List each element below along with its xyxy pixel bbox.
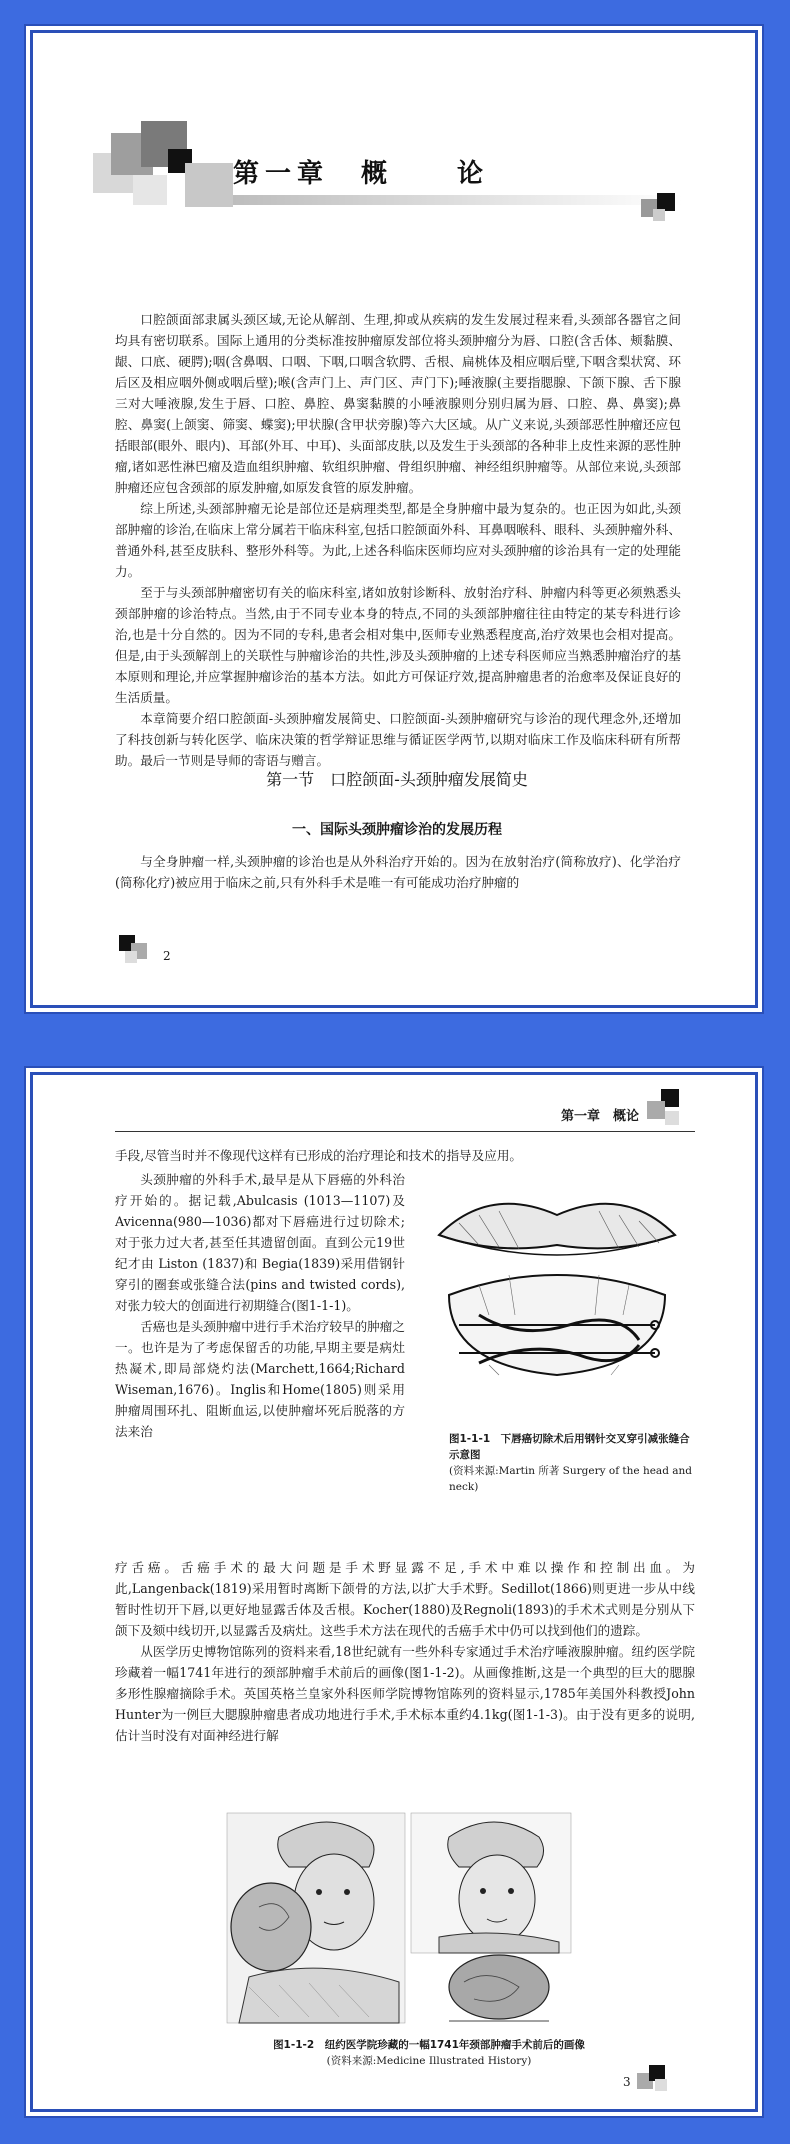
paragraph: 本章简要介绍口腔颌面-头颈肿瘤发展简史、口腔颌面-头颈肿瘤研究与诊治的现代理念外,还增加了科技创新与转化医学、临床决策的哲学辩证思维与循证医学两节,以期对临床工作及临床科研有所帮助。最后一节则是导师的寄语与赠言。 [115, 711, 681, 768]
book-page-left [30, 30, 758, 1008]
pre-surgery-portrait [227, 1813, 405, 2023]
running-head: 第一章 概论 [560, 1109, 639, 1124]
closing-text [115, 851, 681, 893]
book-page-right [30, 1072, 758, 2112]
paragraph: 头颈肿瘤的外科手术,最早是从下唇癌的外科治疗开始的。据记载,Abulcasis (1013—1107)及 Avicenna(980—1036)都对下唇癌进行过切除术;对于张力过大者,甚至任其遗留创面。直到公元19世纪才由 Liston (1837)和 Begia(1839)采用借钢针穿引的圈套或张缝合法(pins and twisted cords),对张力较大的创面进行初期缝合(图1-1-1)。 [115, 1172, 405, 1313]
paragraph: 综上所述,头颈部肿瘤无论是部位还是病理类型,都是全身肿瘤中最为复杂的。也正因为如此,头颈部肿瘤的诊治,在临床上常分属若干临床科室,包括口腔颌面外科、耳鼻咽喉科、眼科、头颈肿瘤外科、普通外科,甚至皮肤科、整形外科等。为此,上述各科临床医师均应对头颈肿瘤的诊治具有一定的处理能力。 [115, 501, 681, 579]
title-decoration-right [633, 193, 693, 233]
paragraph: 从医学历史博物馆陈列的资料来看,18世纪就有一些外科专家通过手术治疗唾液腺肿瘤。纽约医学院珍藏着一幅1741年进行的颈部肿瘤手术前后的画像(图1-1-2)。从画像推断,这是一个典型的巨大的腮腺多形性腺瘤摘除手术。英国英格兰皇家外科医师学院博物馆陈列的资料显示,1785年美国外科教授John Hunter为一例巨大腮腺肿瘤患者成功地进行手术,手术标本重约4.1kg(图1-1-3)。由于没有更多的说明,估计当时没有对面神经进行解 [115, 1644, 695, 1743]
chapter-decoration [93, 113, 243, 213]
full-width-text [115, 1557, 695, 1746]
paragraph: 与全身肿瘤一样,头颈肿瘤的诊治也是从外科治疗开始的。因为在放射治疗(简称放疗)、化学治疗(简称化疗)被应用于临床之前,只有外科手术是唯一有可能成功治疗肿瘤的 [115, 854, 681, 890]
figure-source: (资料来源:Medicine Illustrated History) [326, 2055, 532, 2067]
figure-source: (资料来源:Martin 所著 Surgery of the head and neck) [449, 1465, 692, 1493]
paragraph: 至于与头颈部肿瘤密切有关的临床科室,诸如放射诊断科、放射治疗科、肿瘤内科等更必须熟悉头颈部肿瘤的诊治特点。当然,由于不同专业本身的特点,不同的头颈部肿瘤往往由特定的某专科进行诊治,也是十分自然的。因为不同的专科,患者会相对集中,医师专业熟悉程度高,治疗效果也会相对提高。但是,由于头颈解剖上的关联性与肿瘤诊治的共性,涉及头颈肿瘤的上述专科医师应当熟悉肿瘤治疗的基本原则和理论,并应掌握肿瘤诊治的基本方法。如此方可保证疗效,提高肿瘤患者的治愈率及保证良好的生活质量。 [115, 585, 681, 705]
header-rule [115, 1131, 695, 1132]
intro-text [115, 309, 681, 771]
paragraph: 舌癌也是头颈肿瘤中进行手术治疗较早的肿瘤之一。也许是为了考虑保留舌的功能,早期主要是病灶热凝术,即局部烧灼法(Marchett,1664;Richard Wiseman,1676)。Inglis和Home(1805)则采用肿瘤周围环扎、阻断血运,以使肿瘤坏死后脱落的方法来治 [115, 1319, 405, 1439]
first-line [115, 1145, 695, 1166]
portrait-figure [219, 1807, 579, 2029]
paragraph: 口腔颌面部隶属头颈区域,无论从解剖、生理,抑或从疾病的发生发展过程来看,头颈部各器官之间均具有密切联系。国际上通用的分类标准按肿瘤原发部位将头颈肿瘤分为唇、口腔(含舌体、颊黏膜、龈、口底、硬腭);咽(含鼻咽、口咽、下咽,口咽含软腭、舌根、扁桃体及相应咽后壁,下咽含梨状窝、环后区及相应咽外侧或咽后壁);喉(含声门上、声门区、声门下);唾液腺(主要指腮腺、下颌下腺、舌下腺三对大唾液腺,发生于唇、口腔、鼻腔、鼻窦黏膜的小唾液腺则分别归属为唇、口腔、鼻、鼻窦);鼻腔、鼻窦(上颌窦、筛窦、蝶窦);甲状腺(含甲状旁腺)等六大区域。从广义来说,头颈部恶性肿瘤还应包括眼部(眼外、眼内)、耳部(外耳、中耳)、头面部皮肤,以及发生于头颈部的各种非上皮性来源的恶性肿瘤,诸如恶性淋巴瘤及造血组织肿瘤、软组织肿瘤、骨组织肿瘤、神经组织肿瘤等。从部位来说,头颈部肿瘤还应包含颈部的原发肿瘤,如原发食管的原发肿瘤。 [115, 312, 681, 495]
figure-caption: 图1-1-2 纽约医学院珍藏的一幅1741年颈部肿瘤手术前后的画像 [273, 2039, 585, 2051]
lip-suture-figure [419, 1175, 695, 1425]
figure2-caption-block [219, 2037, 639, 2069]
page-number: 2 [163, 949, 171, 963]
paragraph: 手段,尽管当时并不像现代这样有已形成的治疗理论和技术的指导及应用。 [115, 1148, 523, 1163]
page-number-decoration [637, 2065, 677, 2095]
page-number-decoration [119, 935, 159, 965]
figure-caption: 图1-1-1 下唇癌切除术后用钢针交叉穿引减张缝合示意图 [449, 1433, 690, 1461]
paragraph: 疗舌癌。舌癌手术的最大问题是手术野显露不足,手术中难以操作和控制出血。为此,Langenback(1819)采用暂时离断下颌骨的方法,以扩大手术野。Sedillot(1866)则更进一步从中线暂时性切开下唇,以更好地显露舌体及舌根。Kocher(1880)及Regnoli(1893)的手术术式则是分别从下颌下及颏中线切开,以显露舌及病灶。这些手术方法在现代的舌癌手术中仍可以找到他们的遗踪。 [115, 1560, 695, 1638]
subsection-title: 一、国际头颈肿瘤诊治的发展历程 [292, 822, 502, 838]
page-number: 3 [623, 2075, 631, 2089]
running-head-decoration [647, 1089, 687, 1129]
section-title: 第一节 口腔颌面-头颈肿瘤发展简史 [266, 770, 528, 789]
chapter-title: 第一章 概 论 [233, 159, 490, 189]
left-column-text [115, 1169, 405, 1442]
figure1-caption-block [449, 1431, 699, 1495]
title-underline [233, 195, 683, 205]
